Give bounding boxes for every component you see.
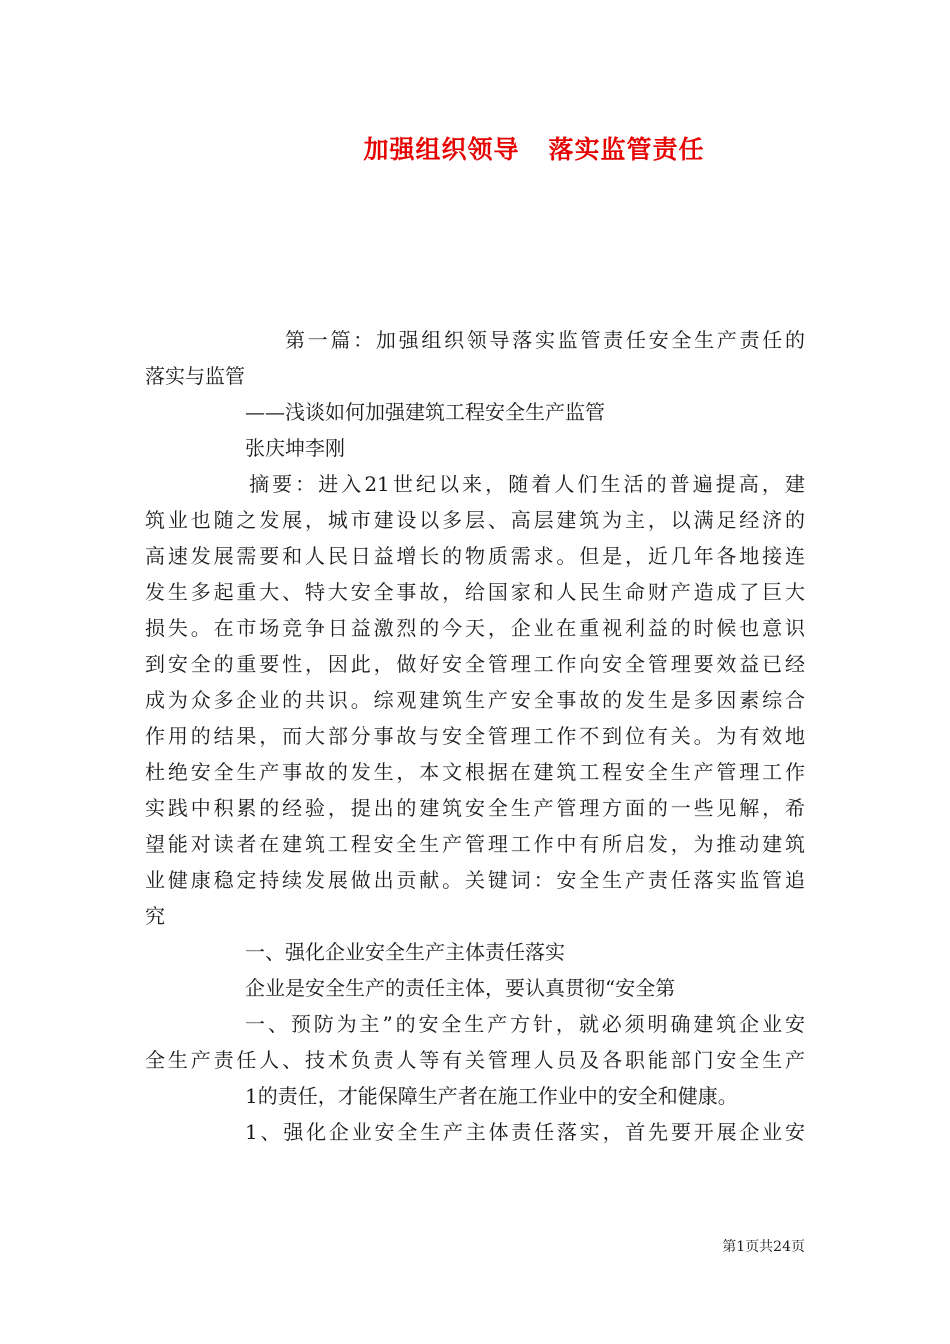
abstract-line: 摘要：进入21世纪以来，随着人们生活的普遍提高，建 bbox=[249, 472, 805, 496]
abstract-line: 高速发展需要和人民日益增长的物质需求。但是，近几年各地接连 bbox=[145, 544, 805, 568]
abstract-line: 筑业也随之发展，城市建设以多层、高层建筑为主，以满足经济的 bbox=[145, 508, 805, 532]
page-number-footer: 第1页共24页 bbox=[722, 1239, 805, 1255]
subtitle: ——浅谈如何加强建筑工程安全生产监管 bbox=[245, 400, 605, 424]
paragraph-line: 1、强化企业安全生产主体责任落实，首先要开展企业安 bbox=[245, 1120, 805, 1144]
chapter-heading-line-2: 落实与监管 bbox=[145, 364, 245, 388]
abstract-line: 究 bbox=[145, 904, 165, 928]
paragraph-line: 全生产责任人、技术负责人等有关管理人员及各职能部门安全生产 bbox=[145, 1048, 805, 1072]
paragraph-line: 1的责任，才能保障生产者在施工作业中的安全和健康。 bbox=[245, 1084, 738, 1108]
abstract-line: 实践中积累的经验，提出的建筑安全生产管理方面的一些见解，希 bbox=[145, 796, 805, 820]
section-heading: 一、强化企业安全生产主体责任落实 bbox=[245, 940, 565, 964]
abstract-line: 望能对读者在建筑工程安全生产管理工作中有所启发，为推动建筑 bbox=[145, 832, 805, 856]
paragraph-line: 一、预防为主”的安全生产方针，就必须明确建筑企业安 bbox=[245, 1012, 805, 1036]
abstract-line: 作用的结果，而大部分事故与安全管理工作不到位有关。为有效地 bbox=[145, 724, 805, 748]
abstract-line: 杜绝安全生产事故的发生，本文根据在建筑工程安全生产管理工作 bbox=[145, 760, 805, 784]
chapter-heading-line-1: 第一篇：加强组织领导落实监管责任安全生产责任的 bbox=[285, 328, 805, 352]
document-body bbox=[145, 322, 805, 1150]
abstract-line: 发生多起重大、特大安全事故，给国家和人民生命财产造成了巨大 bbox=[145, 580, 805, 604]
paragraph-line: 企业是安全生产的责任主体，要认真贯彻“安全第 bbox=[245, 976, 676, 1000]
abstract-line: 业健康稳定持续发展做出贡献。关键词：安全生产责任落实监管追 bbox=[145, 868, 805, 892]
abstract-line: 到安全的重要性，因此，做好安全管理工作向安全管理要效益已经 bbox=[145, 652, 805, 676]
abstract-line: 损失。在市场竞争日益激烈的今天，企业在重视利益的时候也意识 bbox=[145, 616, 805, 640]
authors: 张庆坤李刚 bbox=[245, 436, 345, 460]
abstract-line: 成为众多企业的共识。综观建筑生产安全事故的发生是多因素综合 bbox=[145, 688, 805, 712]
document-title: 加强组织领导 落实监管责任 bbox=[363, 135, 705, 164]
